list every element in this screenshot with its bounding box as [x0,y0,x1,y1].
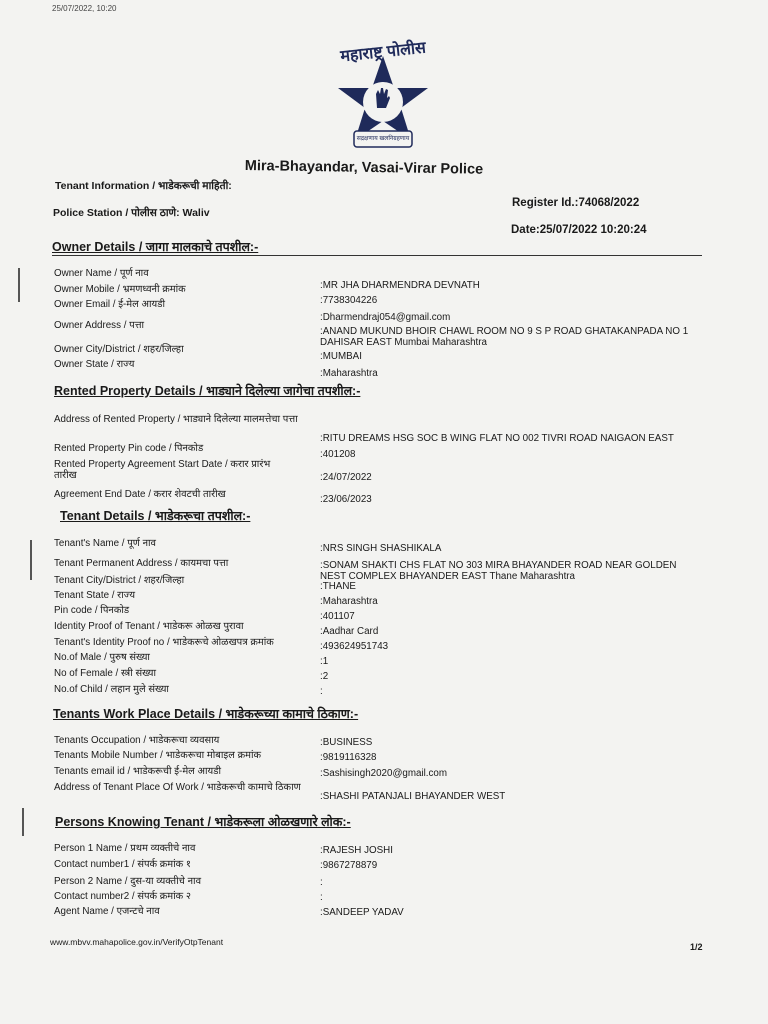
logo-motto: सद्रक्षणाय खलनिग्रहणाय [356,136,410,142]
person2-name-value: : [320,877,323,888]
tenant-state-value: :Maharashtra [320,596,378,607]
agreement-start-value: :24/07/2022 [320,472,372,483]
identity-proof-no-label: Tenant's Identity Proof no / भाडेकरूचे ओळखपत्र क्रमांक [54,637,274,648]
owner-name-label: Owner Name / पूर्ण नाव [54,268,149,279]
owner-address-label: Owner Address / पत्ता [54,320,145,331]
owner-section-heading: Owner Details / जागा मालकाचे तपशील:- [52,240,259,254]
margin-mark [30,540,32,580]
tenant-mobile-label: Tenants Mobile Number / भाडेकरूचा मोबाइल क्रमांक [54,750,262,761]
tenant-permanent-address-label: Tenant Permanent Address / कायमचा पत्ता [54,558,229,569]
work-address-label: Address of Tenant Place Of Work / भाडेकरूची कामाचे ठिकाण [54,782,301,793]
tenant-section-heading: Tenant Details / भाडेकरूचा तपशील:- [60,509,251,523]
tenant-city-label: Tenant City/District / शहर/जिल्हा [54,575,185,586]
margin-mark [22,808,24,836]
owner-city-label: Owner City/District / शहर/जिल्हा [54,344,184,355]
contact1-label: Contact number1 / संपर्क क्रमांक १ [54,859,192,870]
identity-proof-label: Identity Proof of Tenant / भाडेकरू ओळख पुरावा [54,621,244,632]
tenant-pin-value: :401107 [320,611,355,622]
tenant-name-label: Tenant's Name / पूर्ण नाव [54,538,156,549]
agent-name-label: Agent Name / एजन्टचे नाव [54,906,160,917]
male-count-label: No.of Male / पुरुष संख्या [54,652,150,663]
tenant-city-value: :THANE [320,581,356,592]
owner-state-label: Owner State / राज्य [54,359,135,370]
owner-mobile-label: Owner Mobile / भ्रमणध्वनी क्रमांक [54,284,186,295]
agreement-end-label: Agreement End Date / करार शेवटची तारीख [54,489,226,500]
logo-top-text: महाराष्ट्र पोलीस [339,39,427,66]
owner-state-value: :Maharashtra [320,368,378,379]
tenant-permanent-address-value: :SONAM SHAKTI CHS FLAT NO 303 MIRA BHAYANDER ROAD NEAR GOLDEN NEST COMPLEX BHAYANDER EAST Thane Maharashtra [320,560,677,582]
agreement-end-value: :23/06/2023 [320,494,372,505]
tenant-email-label: Tenants email id / भाडेकरूची ई-मेल आयडी [54,766,222,777]
person1-name-value: :RAJESH JOSHI [320,845,393,856]
tenant-info-label: Tenant Information / भाडेकरूची माहिती: [55,180,232,192]
property-address-value: :RITU DREAMS HSG SOC B WING FLAT NO 002 TIVRI ROAD NAIGAON EAST [320,433,674,444]
agent-name-value: :SANDEEP YADAV [320,907,404,918]
footer-url[interactable]: www.mbvv.mahapolice.gov.in/VerifyOtpTenant [50,937,224,947]
tenant-email-value: :Sashisingh2020@gmail.com [320,768,448,779]
child-count-label: No.of Child / लहान मुले संख्या [54,684,169,695]
property-address-label: Address of Rented Property / भाड्याने दिलेल्या मालमत्तेचा पत्ता [54,414,298,425]
female-count-value: :2 [320,671,329,682]
contact2-label: Contact number2 / संपर्क क्रमांक २ [54,891,192,902]
register-id: Register Id.:74068/2022 [512,197,640,209]
occupation-label: Tenants Occupation / भाडेकरूचा व्यवसाय [54,735,220,746]
police-station: Police Station / पोलीस ठाणे: Waliv [53,207,210,219]
person1-name-label: Person 1 Name / प्रथम व्यक्तीचे नाव [54,843,196,854]
owner-name-value: :MR JHA DHARMENDRA DEVNATH [320,280,480,291]
tenant-mobile-value: :9819116328 [320,752,377,763]
agreement-start-label: Rented Property Agreement Start Date / करार प्रारंभ तारीख [54,459,271,481]
owner-mobile-value: :7738304226 [320,295,378,306]
divider [52,255,702,256]
owner-email-value: :Dharmendraj054@gmail.com [320,312,451,323]
male-count-value: :1 [320,656,329,667]
margin-mark [18,268,20,302]
contact2-value: : [320,892,323,903]
person2-name-label: Person 2 Name / दुस-या व्यक्तीचे नाव [54,876,202,887]
property-section-heading: Rented Property Details / भाड्याने दिलेल्या जागेचा तपशील:- [54,384,361,398]
report-date: Date:25/07/2022 10:20:24 [511,224,647,236]
tenant-state-label: Tenant State / राज्य [54,590,136,601]
tenant-pin-label: Pin code / पिनकोड [54,605,130,616]
identity-proof-no-value: :493624951743 [320,641,389,652]
page-number: 1/2 [690,942,703,952]
owner-city-value: :MUMBAI [320,351,362,362]
property-pin-label: Rented Property Pin code / पिनकोड [54,443,204,454]
contact1-value: :9867278879 [320,860,378,871]
identity-proof-value: :Aadhar Card [320,626,379,637]
female-count-label: No of Female / स्त्री संख्या [54,668,157,679]
child-count-value: : [320,686,323,697]
work-section-heading: Tenants Work Place Details / भाडेकरूच्या कामाचे ठिकाण:- [53,707,359,721]
printed-timestamp: 25/07/2022, 10:20 [52,4,117,13]
occupation-value: :BUSINESS [320,737,373,748]
work-address-value: :SHASHI PATANJALI BHAYANDER WEST [320,791,506,802]
property-pin-value: :401208 [320,449,356,460]
page-title: Mira-Bhayandar, Vasai-Virar Police [244,158,484,178]
persons-section-heading: Persons Knowing Tenant / भाडेकरूला ओळखणारे लोक:- [55,815,351,829]
owner-email-label: Owner Email / ई-मेल आयडी [54,299,166,310]
tenant-name-value: :NRS SINGH SHASHIKALA [320,543,442,554]
owner-address-value: :ANAND MUKUND BHOIR CHAWL ROOM NO 9 S P ROAD GHATAKANPADA NO 1 DAHISAR EAST Mumbai Maharashtra [320,326,689,348]
